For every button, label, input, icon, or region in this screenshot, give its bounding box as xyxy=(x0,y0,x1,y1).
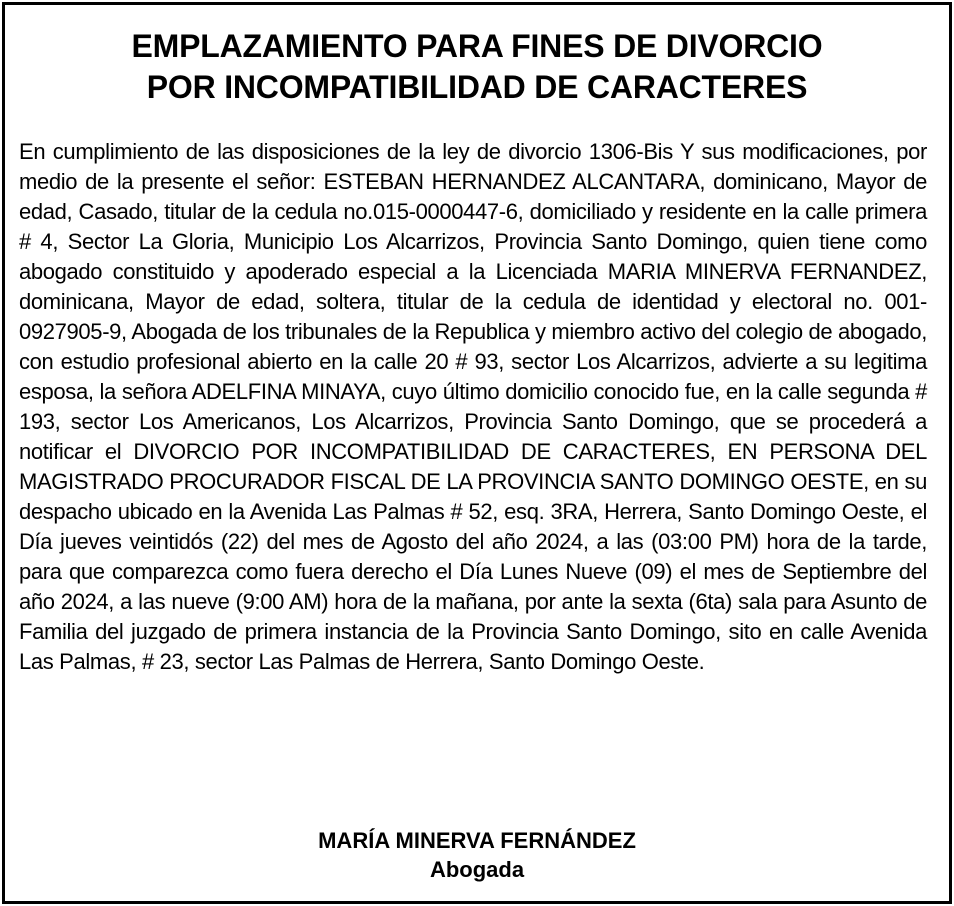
notice-title-line-2: POR INCOMPATIBILIDAD DE CARACTERES xyxy=(146,69,808,105)
signature-block xyxy=(0,826,954,884)
notice-title-line-1: EMPLAZAMIENTO PARA FINES DE DIVORCIO xyxy=(131,28,823,64)
signature-name: MARÍA MINERVA FERNÁNDEZ xyxy=(318,828,636,853)
signature-role: Abogada xyxy=(429,857,525,882)
notice-title xyxy=(0,26,954,108)
notice-body: En cumplimiento de las disposiciones de la ley de divorcio 1306-Bis Y sus modificaciones, por medio de la presente el señor: ESTEBAN HERNANDEZ ALCANTARA, dominicano, Mayor de edad, Casado, titular de la cedula no.015-0000447-6, domiciliado y residente en la calle primera # 4, Sector La Gloria, Municipio Los Alcarrizos, Provincia Santo Domingo, quien tiene como abogado constituido y apoderado especial a la Licenciada MARIA MINERVA FERNANDEZ, dominicana, Mayor de edad, soltera, titular de la cedula de identidad y electoral no. 001-0927905-9, Abogada de los tribunales de la Republica y miembro activo del colegio de abogado, con estudio profesional abierto en la calle 20 # 93, sector Los Alcarrizos, advierte a su legitima esposa, la señora ADELFINA MINAYA, cuyo último domicilio conocido fue, en la calle segunda # 193, sector Los Americanos, Los Alcarrizos, Provincia Santo Domingo, que se procederá a notificar el DIVORCIO POR INCOMPATIBILIDAD DE CARACTERES, EN PERSONA DEL MAGISTRADO PROCURADOR FISCAL DE LA PROVINCIA SANTO DOMINGO OESTE, en su despacho ubicado en la Avenida Las Palmas # 52, esq. 3RA, Herrera, Santo Domingo Oeste, el Día jueves veintidós (22) del mes de Agosto del año 2024, a las (03:00 PM) hora de la tarde, para que comparezca como fuera derecho el Día Lunes Nueve (09) el mes de Septiembre del año 2024, a las nueve (9:00 AM) hora de la mañana, por ante la sexta (6ta) sala para Asunto de Familia del juzgado de primera instancia de la Provincia Santo Domingo, sito en calle Avenida Las Palmas, # 23, sector Las Palmas de Herrera, Santo Domingo Oeste. xyxy=(19,139,927,674)
